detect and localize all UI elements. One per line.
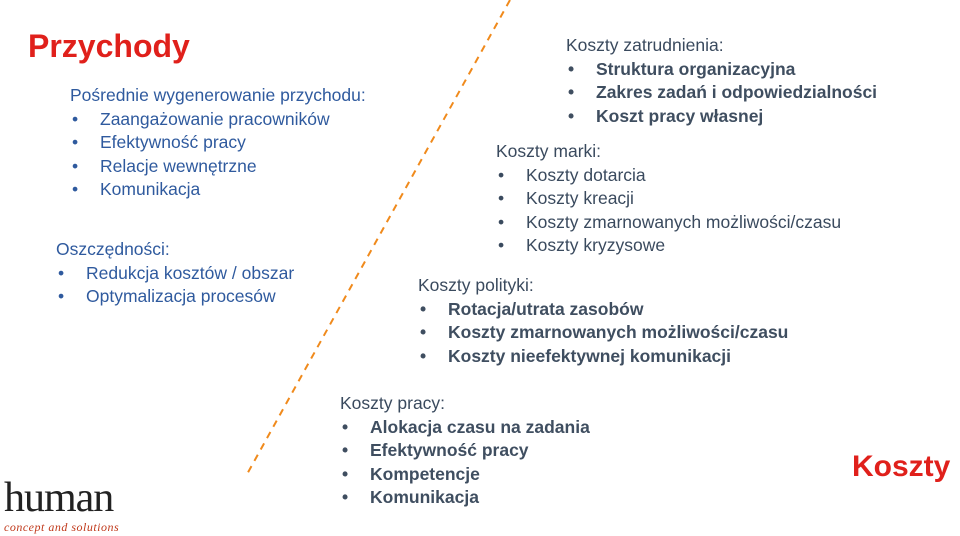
revenue-title: Przychody [28,28,190,64]
list-item: • Rotacja/utrata zasobów [418,298,788,322]
employment-costs-block [566,34,877,128]
list-item: • Struktura organizacyjna [566,58,877,82]
indirect-revenue-block [70,84,366,202]
list-item: • Koszty dotarcia [496,164,841,188]
list-item: • Relacje wewnętrzne [70,155,366,179]
costs-title: Koszty [852,450,951,483]
list-item: • Zakres zadań i odpowiedzialności [566,81,877,105]
list-item: • Zaangażowanie pracowników [70,108,366,132]
list-item: • Kompetencje [340,463,590,487]
list-item: • Koszty zmarnowanych możliwości/czasu [418,321,788,345]
list-item: • Optymalizacja procesów [56,285,294,309]
policy-costs-heading: Koszty polityki: [418,275,534,295]
brand-costs-heading: Koszty marki: [496,141,602,161]
company-logo [4,475,120,535]
employment-costs-heading: Koszty zatrudnienia: [566,35,724,55]
brand-costs-block [496,140,841,258]
list-item: • Koszty zmarnowanych możliwości/czasu [496,211,841,235]
list-item: • Komunikacja [340,486,590,510]
list-item: • Koszt pracy własnej [566,105,877,129]
list-item: • Komunikacja [70,178,366,202]
list-item: • Redukcja kosztów / obszar [56,262,294,286]
savings-heading: Oszczędności: [56,239,170,259]
list-item: • Efektywność pracy [70,131,366,155]
list-item: • Koszty kreacji [496,187,841,211]
list-item: • Koszty kryzysowe [496,234,841,258]
list-item: • Koszty nieefektywnej komunikacji [418,345,788,369]
list-item: • Alokacja czasu na zadania [340,416,590,440]
savings-block [56,238,294,309]
labor-costs-heading: Koszty pracy: [340,393,446,413]
logo-tagline: concept and solutions [4,520,120,534]
policy-costs-block [418,274,788,368]
labor-costs-block [340,392,590,510]
list-item: • Efektywność pracy [340,439,590,463]
indirect-revenue-heading: Pośrednie wygenerowanie przychodu: [70,85,366,105]
logo-wordmark: human [4,475,114,521]
